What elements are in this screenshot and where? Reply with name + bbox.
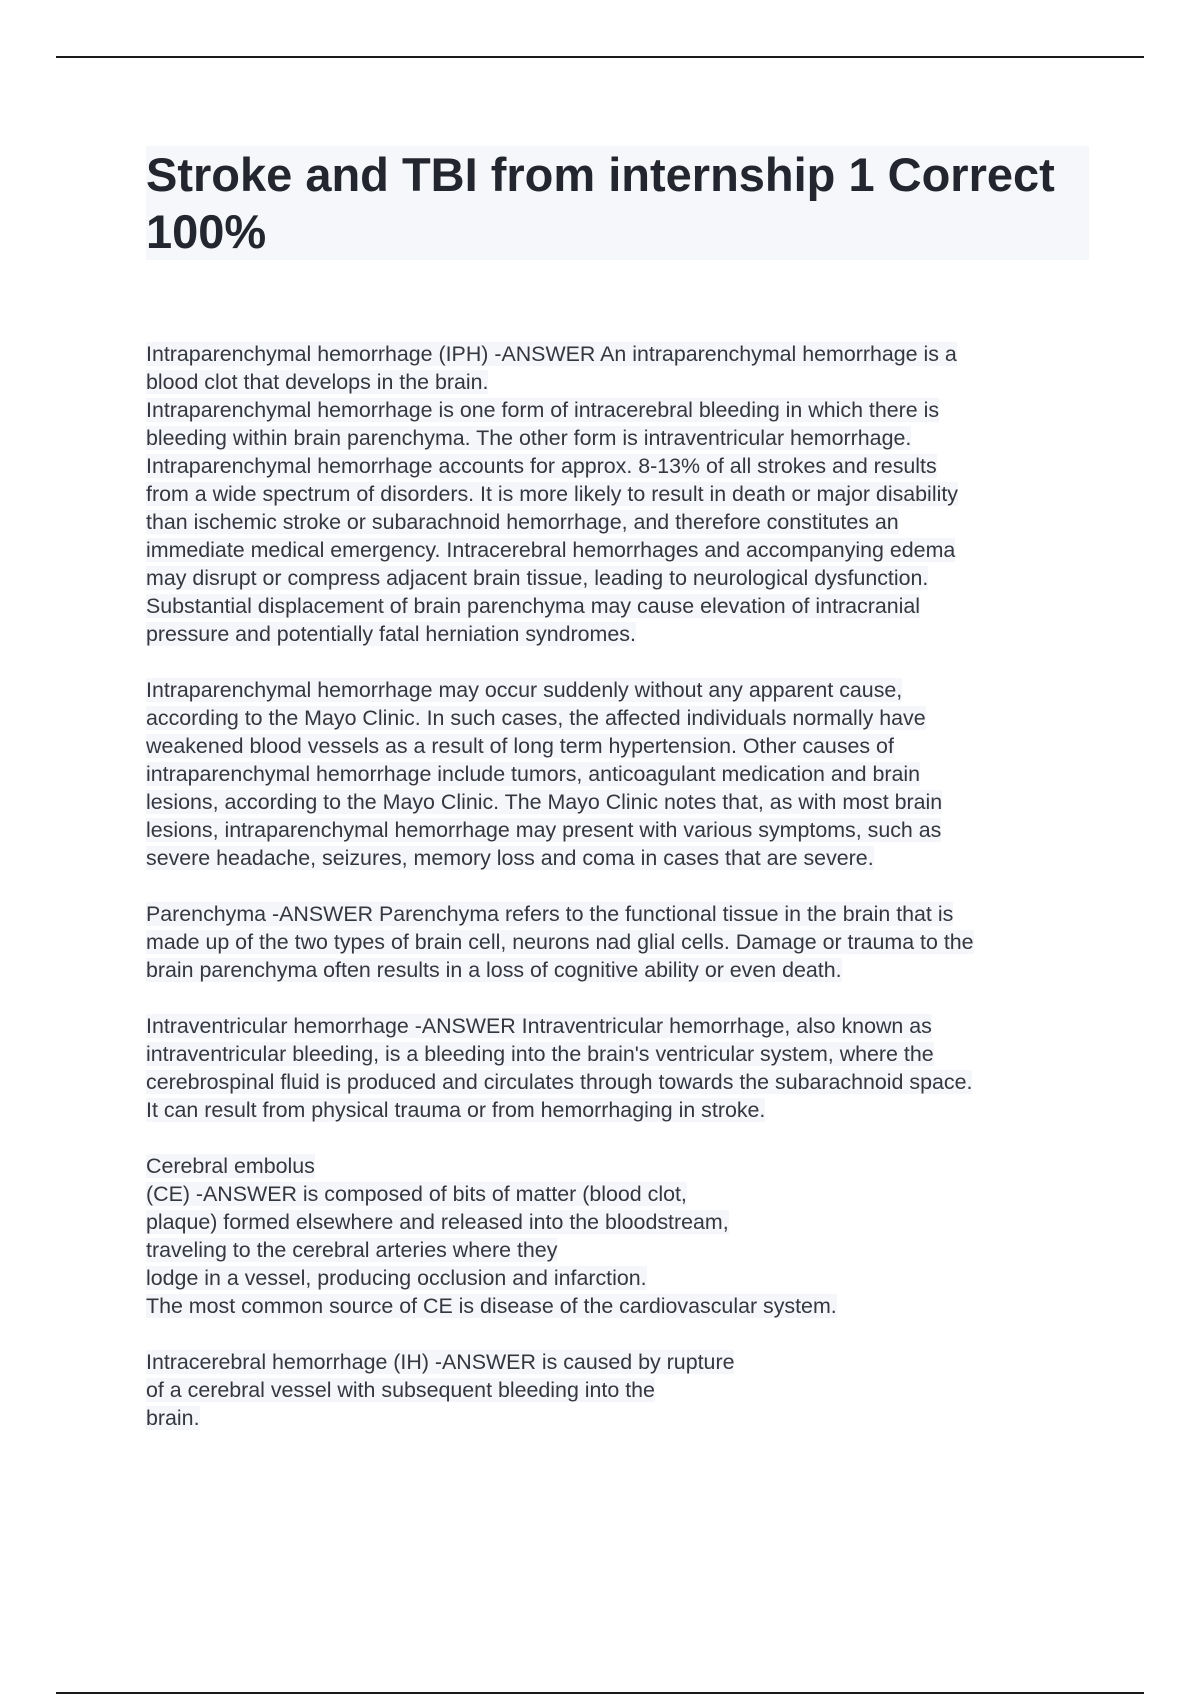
text-line: immediate medical emergency. Intracerebral hemorrhages and accompanying edema (146, 538, 956, 562)
text-line: severe headache, seizures, memory loss and coma in cases that are severe. (146, 846, 874, 870)
document-content (146, 146, 1089, 1460)
text-line: from a wide spectrum of disorders. It is more likely to result in death or major disability (146, 482, 958, 506)
text-line: Intraventricular hemorrhage -ANSWER Intraventricular hemorrhage, also known as (146, 1014, 932, 1038)
document-title (146, 146, 1089, 260)
text-line: intraparenchymal hemorrhage include tumors, anticoagulant medication and brain (146, 762, 921, 786)
title-line: Stroke and TBI from internship 1 Correct (146, 148, 1055, 201)
text-line: Intraparenchymal hemorrhage accounts for approx. 8-13% of all strokes and results (146, 454, 937, 478)
text-line: bleeding within brain parenchyma. The other form is intraventricular hemorrhage. (146, 426, 912, 450)
text-line: traveling to the cerebral arteries where they (146, 1238, 558, 1262)
text-line: It can result from physical trauma or from hemorrhaging in stroke. (146, 1098, 766, 1122)
text-line: may disrupt or compress adjacent brain tissue, leading to neurological dysfunction. (146, 566, 929, 590)
document-body (146, 340, 1089, 1432)
title-block (146, 146, 1089, 260)
text-line: Substantial displacement of brain parenchyma may cause elevation of intracranial (146, 594, 921, 618)
text-line: of a cerebral vessel with subsequent bleeding into the (146, 1378, 655, 1402)
title-line: 100% (146, 205, 267, 258)
paragraph-iph (146, 340, 1089, 648)
bottom-divider (56, 1692, 1144, 1694)
text-line: Intraparenchymal hemorrhage (IPH) -ANSWER An intraparenchymal hemorrhage is a (146, 342, 957, 366)
paragraph-parenchyma (146, 900, 1089, 984)
paragraph-iph-causes (146, 676, 1089, 872)
text-line: than ischemic stroke or subarachnoid hemorrhage, and therefore constitutes an (146, 510, 899, 534)
text-line: blood clot that develops in the brain. (146, 370, 489, 394)
top-divider (56, 56, 1144, 58)
text-line: pressure and potentially fatal herniation syndromes. (146, 622, 636, 646)
text-line: lesions, according to the Mayo Clinic. The Mayo Clinic notes that, as with most brain (146, 790, 943, 814)
text-line: according to the Mayo Clinic. In such cases, the affected individuals normally have (146, 706, 926, 730)
text-line: Cerebral embolus (146, 1154, 315, 1178)
text-line: lesions, intraparenchymal hemorrhage may present with various symptoms, such as (146, 818, 942, 842)
text-line: brain parenchyma often results in a loss of cognitive ability or even death. (146, 958, 842, 982)
paragraph-cerebral-embolus (146, 1152, 1089, 1320)
text-line: Intraparenchymal hemorrhage may occur suddenly without any apparent cause, (146, 678, 903, 702)
paragraph-intracerebral-hemorrhage (146, 1348, 1089, 1432)
text-line: Intracerebral hemorrhage (IH) -ANSWER is caused by rupture (146, 1350, 735, 1374)
text-line: plaque) formed elsewhere and released into the bloodstream, (146, 1210, 729, 1234)
text-line: lodge in a vessel, producing occlusion and infarction. (146, 1266, 647, 1290)
text-line: Parenchyma -ANSWER Parenchyma refers to the functional tissue in the brain that is (146, 902, 954, 926)
text-line: brain. (146, 1406, 200, 1430)
text-line: cerebrospinal fluid is produced and circulates through towards the subarachnoid space. (146, 1070, 973, 1094)
text-line: (CE) -ANSWER is composed of bits of matter (blood clot, (146, 1182, 687, 1206)
text-line: The most common source of CE is disease of the cardiovascular system. (146, 1294, 837, 1318)
paragraph-ivh (146, 1012, 1089, 1124)
text-line: weakened blood vessels as a result of long term hypertension. Other causes of (146, 734, 894, 758)
text-line: intraventricular bleeding, is a bleeding into the brain's ventricular system, where the (146, 1042, 934, 1066)
text-line: Intraparenchymal hemorrhage is one form of intracerebral bleeding in which there is (146, 398, 940, 422)
text-line: made up of the two types of brain cell, neurons nad glial cells. Damage or trauma to the (146, 930, 974, 954)
